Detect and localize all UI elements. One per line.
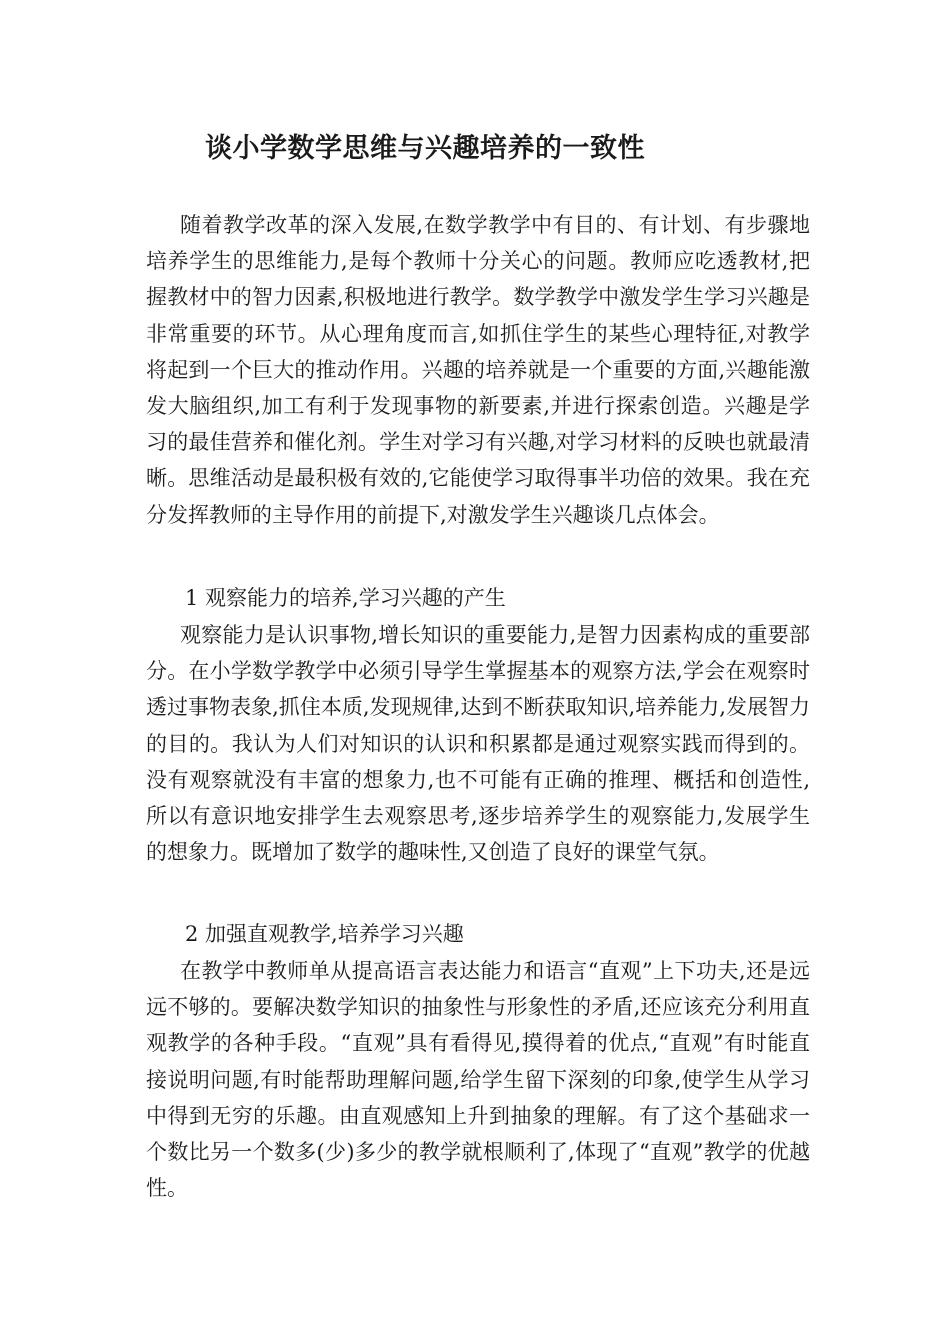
document-title: 谈小学数学思维与兴趣培养的一致性	[205, 133, 645, 164]
intro-paragraph: 随着教学改革的深入发展,在数学教学中有目的、有计划、有步骤地培养学生的思维能力,是每个教师十分关心的问题。教师应吃透教材,把握教材中的智力因素,积极地进行教学。数学教学中激发学生学习兴趣是非常重要的环节。从心理角度而言,如抓住学生的某些心理特征,对教学将起到一个巨大的推动作用。兴趣的培养就是一个重要的方面,兴趣能激发大脑组织,加工有利于发现事物的新要素,并进行探索创造。兴趣是学习的最佳营养和催化剂。学生对学习有兴趣,对学习材料的反映也就最清晰。思维活动是最积极有效的,它能使学习取得事半功倍的效果。我在充分发挥教师的主导作用的前提下,对激发学生兴趣谈几点体会。	[146, 213, 810, 527]
section-2-paragraph: 在教学中教师单从提高语言表达能力和语言“直观”上下功夫,还是远远不够的。要解决数学知识的抽象性与形象性的矛盾,还应该充分利用直观教学的各种手段。“直观”具有看得见,摸得着的优点,“直观”有时能直接说明问题,有时能帮助理解问题,给学生留下深刻的印象,使学生从学习中得到无穷的乐趣。由直观感知上升到抽象的理解。有了这个基础求一个数比另一个数多(少)多少的教学就根顺利了,体现了“直观”教学的优越性。	[146, 959, 810, 1201]
section-1-paragraph: 观察能力是认识事物,增长知识的重要能力,是智力因素构成的重要部分。在小学数学教学中必须引导学生掌握基本的观察方法,学会在观察时透过事物表象,抓住本质,发现规律,达到不断获取知识,培养能力,发展智力的目的。我认为人们对知识的认识和积累都是通过观察实践而得到的。没有观察就没有丰富的想象力,也不可能有正确的推理、概括和创造性,所以有意识地安排学生去观察思考,逐步培养学生的观察能力,发展学生的想象力。既增加了数学的趣味性,又创造了良好的课堂气氛。	[146, 623, 810, 865]
section-1-heading: 1 观察能力的培养,学习兴趣的产生	[185, 586, 506, 610]
section-2-heading: 2 加强直观教学,培养学习兴趣	[185, 922, 464, 946]
